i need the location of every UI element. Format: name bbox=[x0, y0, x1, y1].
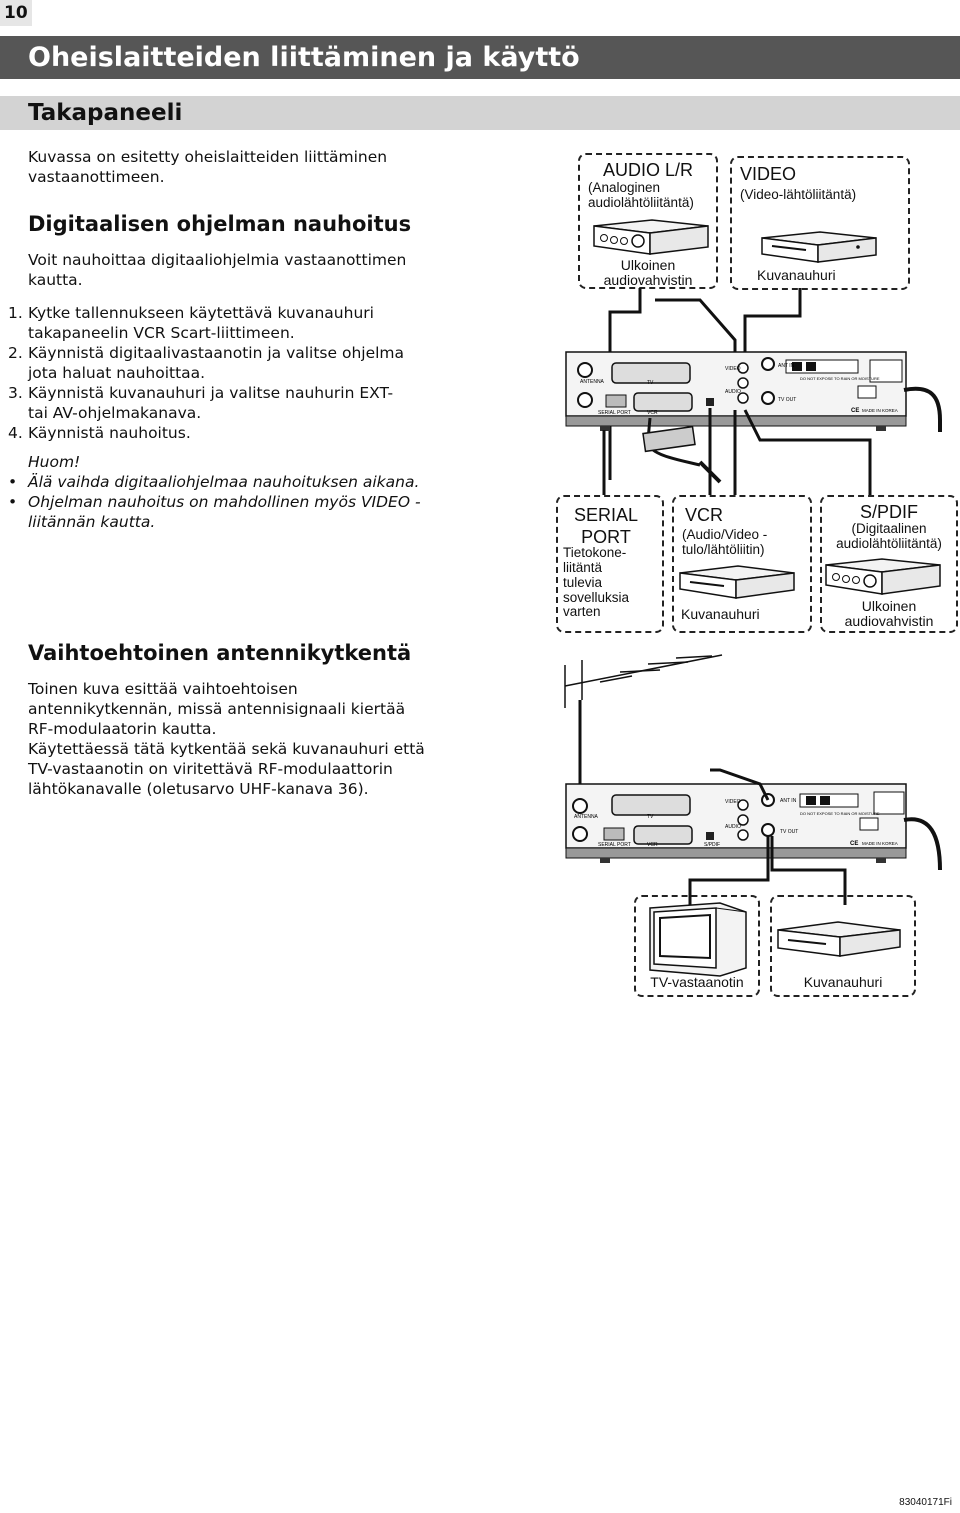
video-subtitle: (Video-lähtöliitäntä) bbox=[740, 187, 857, 202]
step-2: 2. Käynnistä digitaalivastaanotin ja valitse ohjelma jota haluat nauhoittaa. bbox=[8, 344, 405, 382]
antenna-icon bbox=[565, 655, 722, 708]
panel-made-label: MADE IN KOREA bbox=[862, 841, 898, 846]
panel-made-label: MADE IN KOREA bbox=[862, 408, 898, 413]
antenna-text: Toinen kuva esittää vaihtoehtoisen antennikytkennän, missä antennisignaali kiertää RF-modulaatorin kautta. Käytettäessä tätä kytkentää sekä kuvanauhuri että TV-vastaanotin on viritettävä RF-modulaattorin lähtökanavalle (oletusarvo UHF-kanava 36). bbox=[28, 680, 425, 798]
panel-spdif-label: S/PDIF bbox=[704, 842, 721, 848]
note-item: • Älä vaihda digitaaliohjelmaa nauhoituksen aikana. bbox=[8, 473, 420, 491]
audio-lr-device-label: Ulkoinen audiovahvistin bbox=[603, 257, 693, 289]
vcr-subtitle: (Audio/Video - tulo/lähtöliitin) bbox=[682, 527, 768, 557]
panel-ant-in-label: ANT IN bbox=[780, 798, 797, 804]
section-title: Takapaneeli bbox=[0, 96, 960, 130]
video-device-label: Kuvanauhuri bbox=[757, 267, 836, 283]
amplifier-icon bbox=[594, 220, 708, 254]
panel-audio-label: AUDIO bbox=[725, 824, 741, 830]
page-number: 10 bbox=[0, 0, 32, 26]
panel-audio-label: AUDIO bbox=[725, 389, 741, 395]
panel-warning-label: DO NOT EXPOSE TO RAIN OR MOISTURE bbox=[800, 376, 880, 381]
panel-tv-label: TV bbox=[647, 814, 654, 820]
panel-serial-label: SERIAL PORT bbox=[598, 842, 631, 848]
panel-video-label: VIDEO bbox=[725, 799, 741, 805]
spdif-device-label: Ulkoinen audiovahvistin bbox=[844, 598, 934, 630]
step-1: 1. Kytke tallennukseen käytettävä kuvanauhuri takapaneelin VCR Scart-liittimeen. bbox=[8, 304, 374, 342]
panel-ce-mark: CE bbox=[850, 841, 859, 847]
panel-vcr-label: VCR bbox=[647, 842, 658, 848]
panel-vcr-label: VCR bbox=[647, 410, 658, 416]
panel-warning-label: DO NOT EXPOSE TO RAIN OR MOISTURE bbox=[800, 811, 880, 816]
serial-port-subtitle: Tietokone- liitäntä tulevia sovelluksia varten bbox=[563, 545, 630, 620]
antenna-heading: Vaihtoehtoinen antennikytkentä bbox=[28, 641, 412, 665]
spdif-subtitle: (Digitaalinen audiolähtöliitäntä) bbox=[836, 521, 942, 551]
panel-tv-out-label: TV OUT bbox=[780, 829, 799, 835]
video-title: VIDEO bbox=[740, 164, 797, 184]
amplifier-icon bbox=[826, 559, 940, 594]
panel-ant-in-label: ANT IN bbox=[778, 363, 795, 369]
recording-heading: Digitaalisen ohjelman nauhoitus bbox=[28, 212, 412, 236]
serial-port-title: SERIAL PORT bbox=[574, 505, 639, 547]
step-4: 4. Käynnistä nauhoitus. bbox=[8, 424, 191, 442]
tv-device-label: TV-vastaanotin bbox=[650, 974, 744, 990]
vcr-icon bbox=[680, 566, 794, 598]
audio-lr-title: AUDIO L/R bbox=[602, 160, 694, 180]
recording-description: Voit nauhoittaa digitaaliohjelmia vastaanottimen kautta. bbox=[28, 251, 407, 289]
step-3: 3. Käynnistä kuvanauhuri ja valitse nauhurin EXT- tai AV-ohjelmakanava. bbox=[8, 384, 394, 422]
spdif-title: S/PDIF bbox=[859, 502, 918, 522]
panel-antenna-label: ANTENNA bbox=[580, 379, 604, 385]
panel-tv-out-label: TV OUT bbox=[778, 397, 797, 403]
vcr-device-label-2: Kuvanauhuri bbox=[803, 974, 883, 990]
panel-tv-label: TV bbox=[647, 380, 654, 386]
vcr-title: VCR bbox=[685, 505, 724, 525]
note-title: Huom! bbox=[28, 453, 81, 471]
document-code: 83040171Fi bbox=[899, 1497, 952, 1508]
vcr-device-label: Kuvanauhuri bbox=[681, 606, 760, 622]
note-item: • Ohjelman nauhoitus on mahdollinen myös VIDEO - liitännän kautta. bbox=[8, 493, 421, 531]
intro-text: Kuvassa on esitetty oheislaitteiden liittäminen vastaanottimeen. bbox=[28, 148, 388, 186]
vcr-icon bbox=[762, 232, 876, 262]
panel-serial-label: SERIAL PORT bbox=[598, 410, 631, 416]
audio-lr-subtitle: (Analoginen audiolähtöliitäntä) bbox=[588, 180, 694, 210]
panel-antenna-label: ANTENNA bbox=[574, 814, 598, 820]
page-title: Oheislaitteiden liittäminen ja käyttö bbox=[0, 36, 960, 79]
panel-video-label: VIDEO bbox=[725, 366, 741, 372]
panel-ce-mark: CE bbox=[851, 408, 860, 414]
